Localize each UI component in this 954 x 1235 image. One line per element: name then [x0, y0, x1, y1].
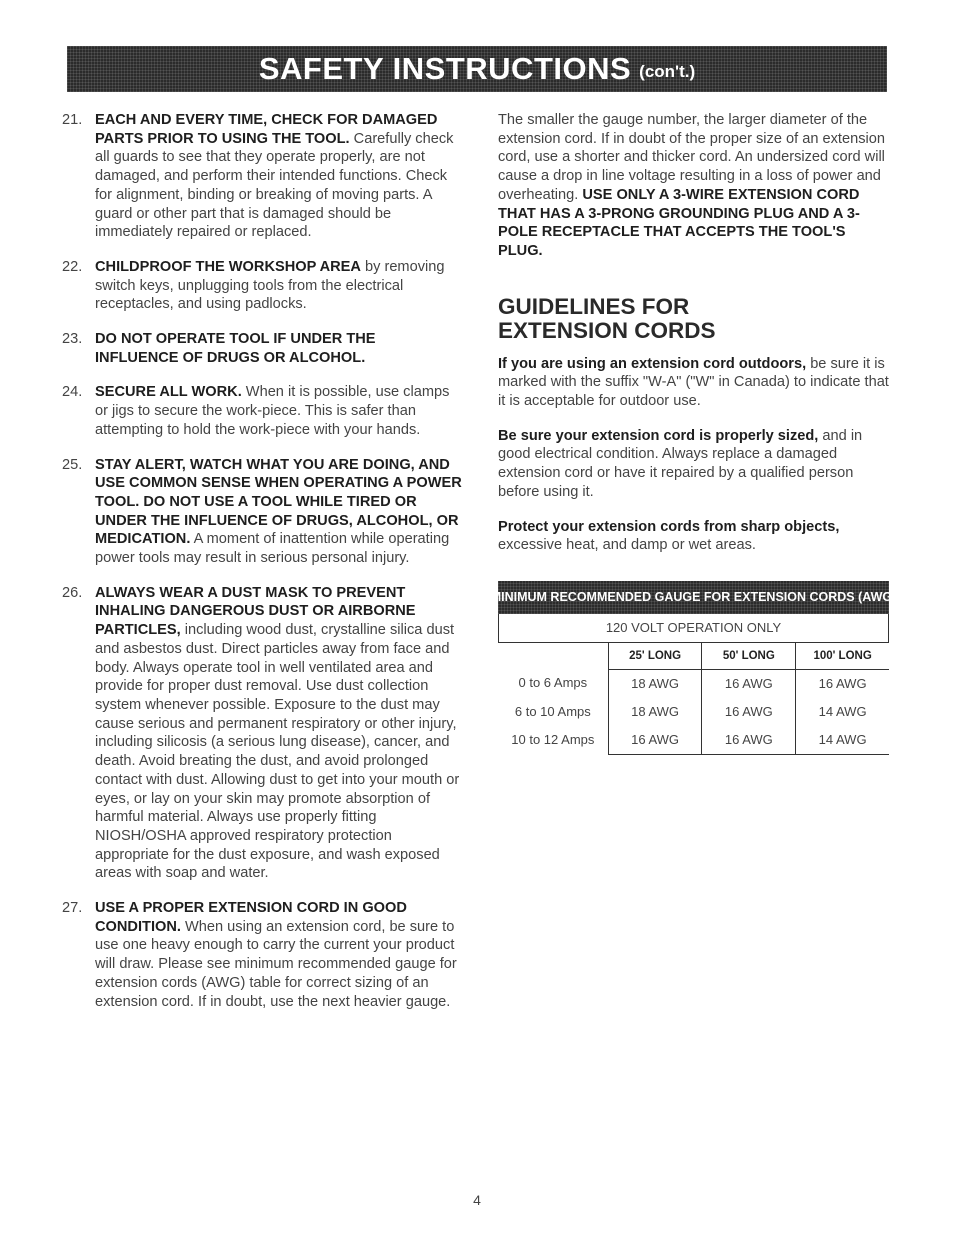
table-row [498, 698, 889, 726]
item-heading: CHILDPROOF THE WORKSHOP AREA [95, 258, 361, 275]
item-heading: DO NOT OPERATE TOOL IF UNDER THE INFLUENCE OF DRUGS OR ALCOHOL. [95, 331, 376, 366]
section-title-guidelines [498, 295, 893, 343]
gauge-cell: 16 AWG [796, 669, 889, 698]
item-heading: ALWAYS WEAR A DUST MASK TO PREVENT INHALING DANGEROUS DUST OR AIRBORNE PARTICLES, [95, 584, 416, 639]
safety-item-23 [62, 330, 462, 367]
gauge-intro [498, 111, 893, 261]
guideline-text: be sure it is marked with the suffix "W-A" ("W" in Canada) to indicate that it is acceptable for outdoor use. [498, 355, 889, 410]
awg-grid [498, 643, 889, 755]
gauge-cell: 14 AWG [796, 698, 889, 726]
awg-gauge-table [490, 581, 897, 755]
item-body: When using an extension cord, be sure to use one heavy enough to carry the current your product will draw. Please see minimum recommended gauge for extension cords (AWG) table for correct sizing of an extension cord. If in doubt, use the next heavier gauge. [95, 918, 457, 1010]
gauge-intro-warning: USE ONLY A 3-WIRE EXTENSION CORD THAT HAS A 3-PRONG GROUNDING PLUG AND A 3-POLE RECEPTACLE THAT ACCEPTS THE TOOL'S PLUG. [498, 186, 860, 259]
guideline-outdoors [498, 355, 893, 411]
gauge-cell: 14 AWG [796, 726, 889, 755]
item-body: by removing switch keys, unplugging tools from the electrical receptacles, and using padlocks. [95, 258, 445, 313]
guideline-text: excessive heat, and damp or wet areas. [498, 537, 756, 554]
item-body: including wood dust, crystalline silica dust and asbestos dust. Direct particles away from face and body. Always operate tool in well ventilated area and provide for proper dust removal. Use dust collection system whenever possible. Exposure to the dust may cause serious and permanent respiratory or other injury, including silicosis (a serious lung disease), cancer, and death. Avoid breating the dust, and avoid prolonged contact with dust. Allowing dust to get into your mouth or eyes, or lay on your skin may promote absorption of harmful material. Always use properly fitting NIOSH/OSHA approved respiratory protection appropriate for the dust exposure, and wash exposed areas with soap and water. [95, 622, 460, 882]
guideline-bold: Be sure your extension cord is properly sized, [498, 427, 819, 444]
item-number: 21. [62, 112, 83, 128]
item-heading: EACH AND EVERY TIME, CHECK FOR DAMAGED PARTS PRIOR TO USING THE TOOL. [95, 112, 438, 147]
section-banner [67, 46, 887, 92]
table-header-row [498, 643, 889, 670]
guideline-bold: If you are using an extension cord outdoors, [498, 355, 807, 372]
item-number: 25. [62, 456, 83, 473]
awg-table-title: MINIMUM RECOMMENDED GAUGE FOR EXTENSION CORDS (AWG) [498, 581, 889, 614]
left-column [62, 111, 462, 1027]
safety-item-21 [62, 111, 462, 242]
safety-item-26 [62, 584, 462, 883]
banner-suffix: (con't.) [639, 62, 696, 81]
column-header: 25' LONG [608, 643, 702, 670]
item-body: When it is possible, use clamps or jigs to secure the work-piece. This is safer than attempting to hold the work-piece with your hands. [95, 384, 450, 438]
item-body: A moment of inattention while operating power tools may result in serious personal injury. [95, 531, 450, 567]
safety-item-25 [62, 456, 462, 568]
item-heading: USE A PROPER EXTENSION CORD IN GOOD CONDITION. [95, 900, 407, 935]
gauge-intro-text: The smaller the gauge number, the larger diameter of the extension cord. If in doubt of the proper size of an extension cord, use a shorter and thicker cord. An undersized cord will cause a drop in line voltage resulting in a loss of power and overheating. [498, 112, 885, 203]
item-number: 22. [62, 258, 83, 275]
awg-table-subtitle: 120 VOLT OPERATION ONLY [498, 614, 889, 643]
amps-label: 6 to 10 Amps [514, 703, 591, 719]
column-header: 100' LONG [796, 643, 889, 670]
header-spacer [498, 643, 608, 670]
table-row [498, 726, 889, 755]
banner-title: SAFETY INSTRUCTIONS [258, 51, 632, 86]
item-body: Carefully check all guards to see that they operate properly, are not damaged, and perform their intended functions. Check for alignment, binding or breaking of moving parts. A guard or other part that is damaged should be immediately repaired or replaced. [95, 130, 454, 241]
gauge-cell: 16 AWG [702, 669, 796, 698]
gauge-cell: 16 AWG [608, 726, 702, 755]
amps-label: 0 to 6 Amps [518, 675, 588, 691]
item-number: 24. [62, 384, 83, 401]
safety-item-22 [62, 258, 462, 314]
guideline-protect [498, 518, 893, 555]
page-number: 4 [473, 1192, 481, 1208]
guideline-sized [498, 427, 893, 502]
gauge-cell: 18 AWG [608, 698, 702, 726]
amps-label: 10 to 12 Amps [511, 731, 595, 747]
safety-item-24 [62, 383, 462, 439]
item-heading: STAY ALERT, WATCH WHAT YOU ARE DOING, AND USE COMMON SENSE WHEN OPERATING A POWER TOOL. DO NOT USE A TOOL WHILE TIRED OR UNDER THE INFLUENCE OF DRUGS, ALCOHOL, OR MEDICATION. [95, 456, 462, 548]
section-title-line-2: EXTENSION CORDS [498, 317, 716, 343]
safety-item-27 [62, 899, 462, 1011]
table-row [498, 669, 889, 698]
item-number: 26. [62, 584, 83, 601]
item-heading: SECURE ALL WORK. [95, 384, 242, 401]
item-number: 23. [62, 331, 83, 348]
guideline-text: and in good electrical condition. Always replace a damaged extension cord or have it repaired by a qualified person before using it. [498, 427, 863, 500]
item-number: 27. [62, 900, 83, 917]
gauge-cell: 16 AWG [702, 726, 796, 755]
gauge-cell: 16 AWG [702, 698, 796, 726]
gauge-cell: 18 AWG [608, 669, 702, 698]
section-title-line-1: GUIDELINES FOR [498, 293, 690, 319]
guideline-bold: Protect your extension cords from sharp objects, [498, 518, 840, 535]
right-column [490, 111, 897, 755]
column-header: 50' LONG [702, 643, 796, 670]
